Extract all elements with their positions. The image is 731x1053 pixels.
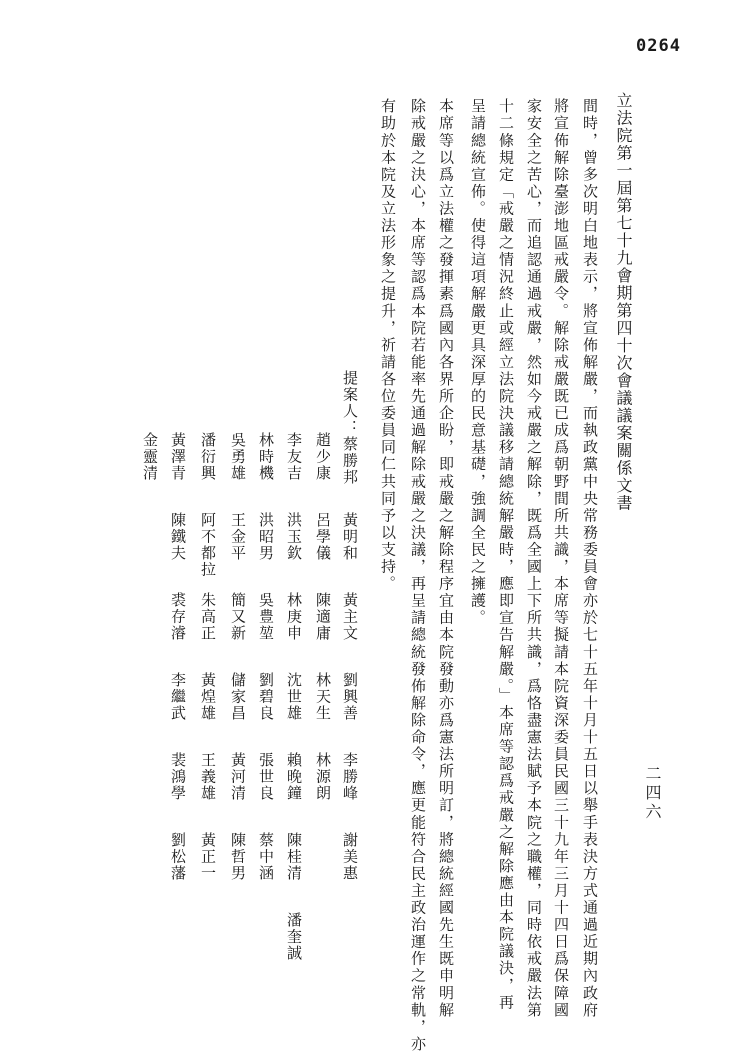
signatory-name: 陳桂清 (285, 832, 303, 882)
signatory-name: 劉碧良 (257, 672, 275, 722)
body-line: 家安全之苦心，而追認通過戒嚴，然如今戒嚴之解除，既爲全國上下所共識，爲恪盡憲法賦予本院之職權，同時依戒嚴法第 (525, 98, 543, 1019)
signatory-name: 儲家昌 (229, 672, 247, 722)
signatory-name: 裘存濬 (169, 592, 187, 642)
signatory-name: 潘衍興 (199, 432, 217, 482)
body-line: 十二條規定「戒嚴之情況終止或經立法院決議移請總統解嚴時，應即宣告解嚴。」本席等認爲戒嚴之解除應由本院議決，再 (497, 98, 515, 1012)
signatory-name: 賴晚鐘 (285, 752, 303, 802)
signatory-name: 張世良 (257, 752, 275, 802)
signatory-name: 林天生 (314, 672, 332, 722)
body-line: 間時，曾多次明白地表示，將宣佈解嚴，而執政黨中央常務委員會亦於七十五年十月十五日以舉手表決方式通過近期內政府 (581, 98, 599, 1019)
body-line: 除戒嚴之決心，本席等認爲本院若能率先通過解除戒嚴之決議，再呈請總統發佈解除命令，應更能符合民主政治運作之常軌，亦 (409, 98, 427, 1053)
signatory-name: 趙少康 (314, 432, 332, 482)
signatory-name: 林源朗 (314, 752, 332, 802)
signatory-name: 蔡中涵 (257, 832, 275, 882)
signatory-name: 陳哲男 (229, 832, 247, 882)
signatory-name: 王金平 (229, 512, 247, 562)
signatory-name: 沈世雄 (285, 672, 303, 722)
signatory-name: 林時機 (257, 432, 275, 482)
signatory-name: 黃正一 (199, 832, 217, 882)
signatory-name: 洪玉欽 (285, 512, 303, 562)
signatory-name: 李友吉 (285, 432, 303, 482)
signatory-name: 李繼武 (169, 672, 187, 722)
signatory-name: 簡又新 (229, 592, 247, 642)
body-line: 將宣佈解除臺澎地區戒嚴令。解除戒嚴既已成爲朝野間所共識，本席等擬請本院資深委員民國三十九年三月十四日爲保障國 (552, 98, 570, 1019)
signatory-name: 吳勇雄 (229, 432, 247, 482)
proposer-name: 蔡勝邦 (341, 436, 359, 486)
document-title: 立法院第一屆第七十九會期第四十次會議議案關係文書 (614, 92, 633, 512)
signatory-name: 王義雄 (199, 752, 217, 802)
signatory-name: 陳適庸 (314, 592, 332, 642)
signatory-name: 劉松藩 (169, 832, 187, 882)
signatory-name: 謝美惠 (341, 832, 359, 882)
signatory-name: 劉興善 (341, 672, 359, 722)
proposer-line (342, 370, 357, 486)
signatory-name: 黃主文 (341, 592, 359, 642)
signatory-name: 黃煌雄 (199, 672, 217, 722)
signatory-name: 林庚申 (285, 592, 303, 642)
signatory-name: 金靈清 (141, 432, 159, 482)
signatory-name: 黃河清 (229, 752, 247, 802)
signatory-name: 黃澤青 (169, 432, 187, 482)
signatory-name: 陳鐵夫 (169, 512, 187, 562)
signatory-name: 裴鴻學 (169, 752, 187, 802)
signatory-name: 洪昭男 (257, 512, 275, 562)
body-line: 本席等以爲立法權之發揮素爲國內各界所企盼，即戒嚴之解除程序宜由本院發動亦爲憲法所明訂，將總統經國先生既申明解 (437, 98, 455, 1019)
signatory-name: 李勝峰 (341, 752, 359, 802)
page-number: 0264 (636, 36, 681, 56)
signatory-name: 朱高正 (199, 592, 217, 642)
signatory-name: 吳豊堃 (257, 592, 275, 642)
folio-page-number: 二四六 (643, 765, 662, 822)
body-line: 呈請總統宣佈。使得這項解嚴更具深厚的民意基礎，強調全民之擁護。 (469, 98, 487, 627)
signatory-name: 潘奎誠 (285, 912, 303, 962)
signatory-name: 黃明和 (341, 512, 359, 562)
signatory-name: 呂學儀 (314, 512, 332, 562)
proposer-label: 提案人： (341, 370, 359, 436)
body-line: 有助於本院及立法形象之提升，祈請各位委員同仁共同予以支持。 (379, 98, 397, 593)
signatory-name: 阿不都拉 (199, 512, 217, 578)
